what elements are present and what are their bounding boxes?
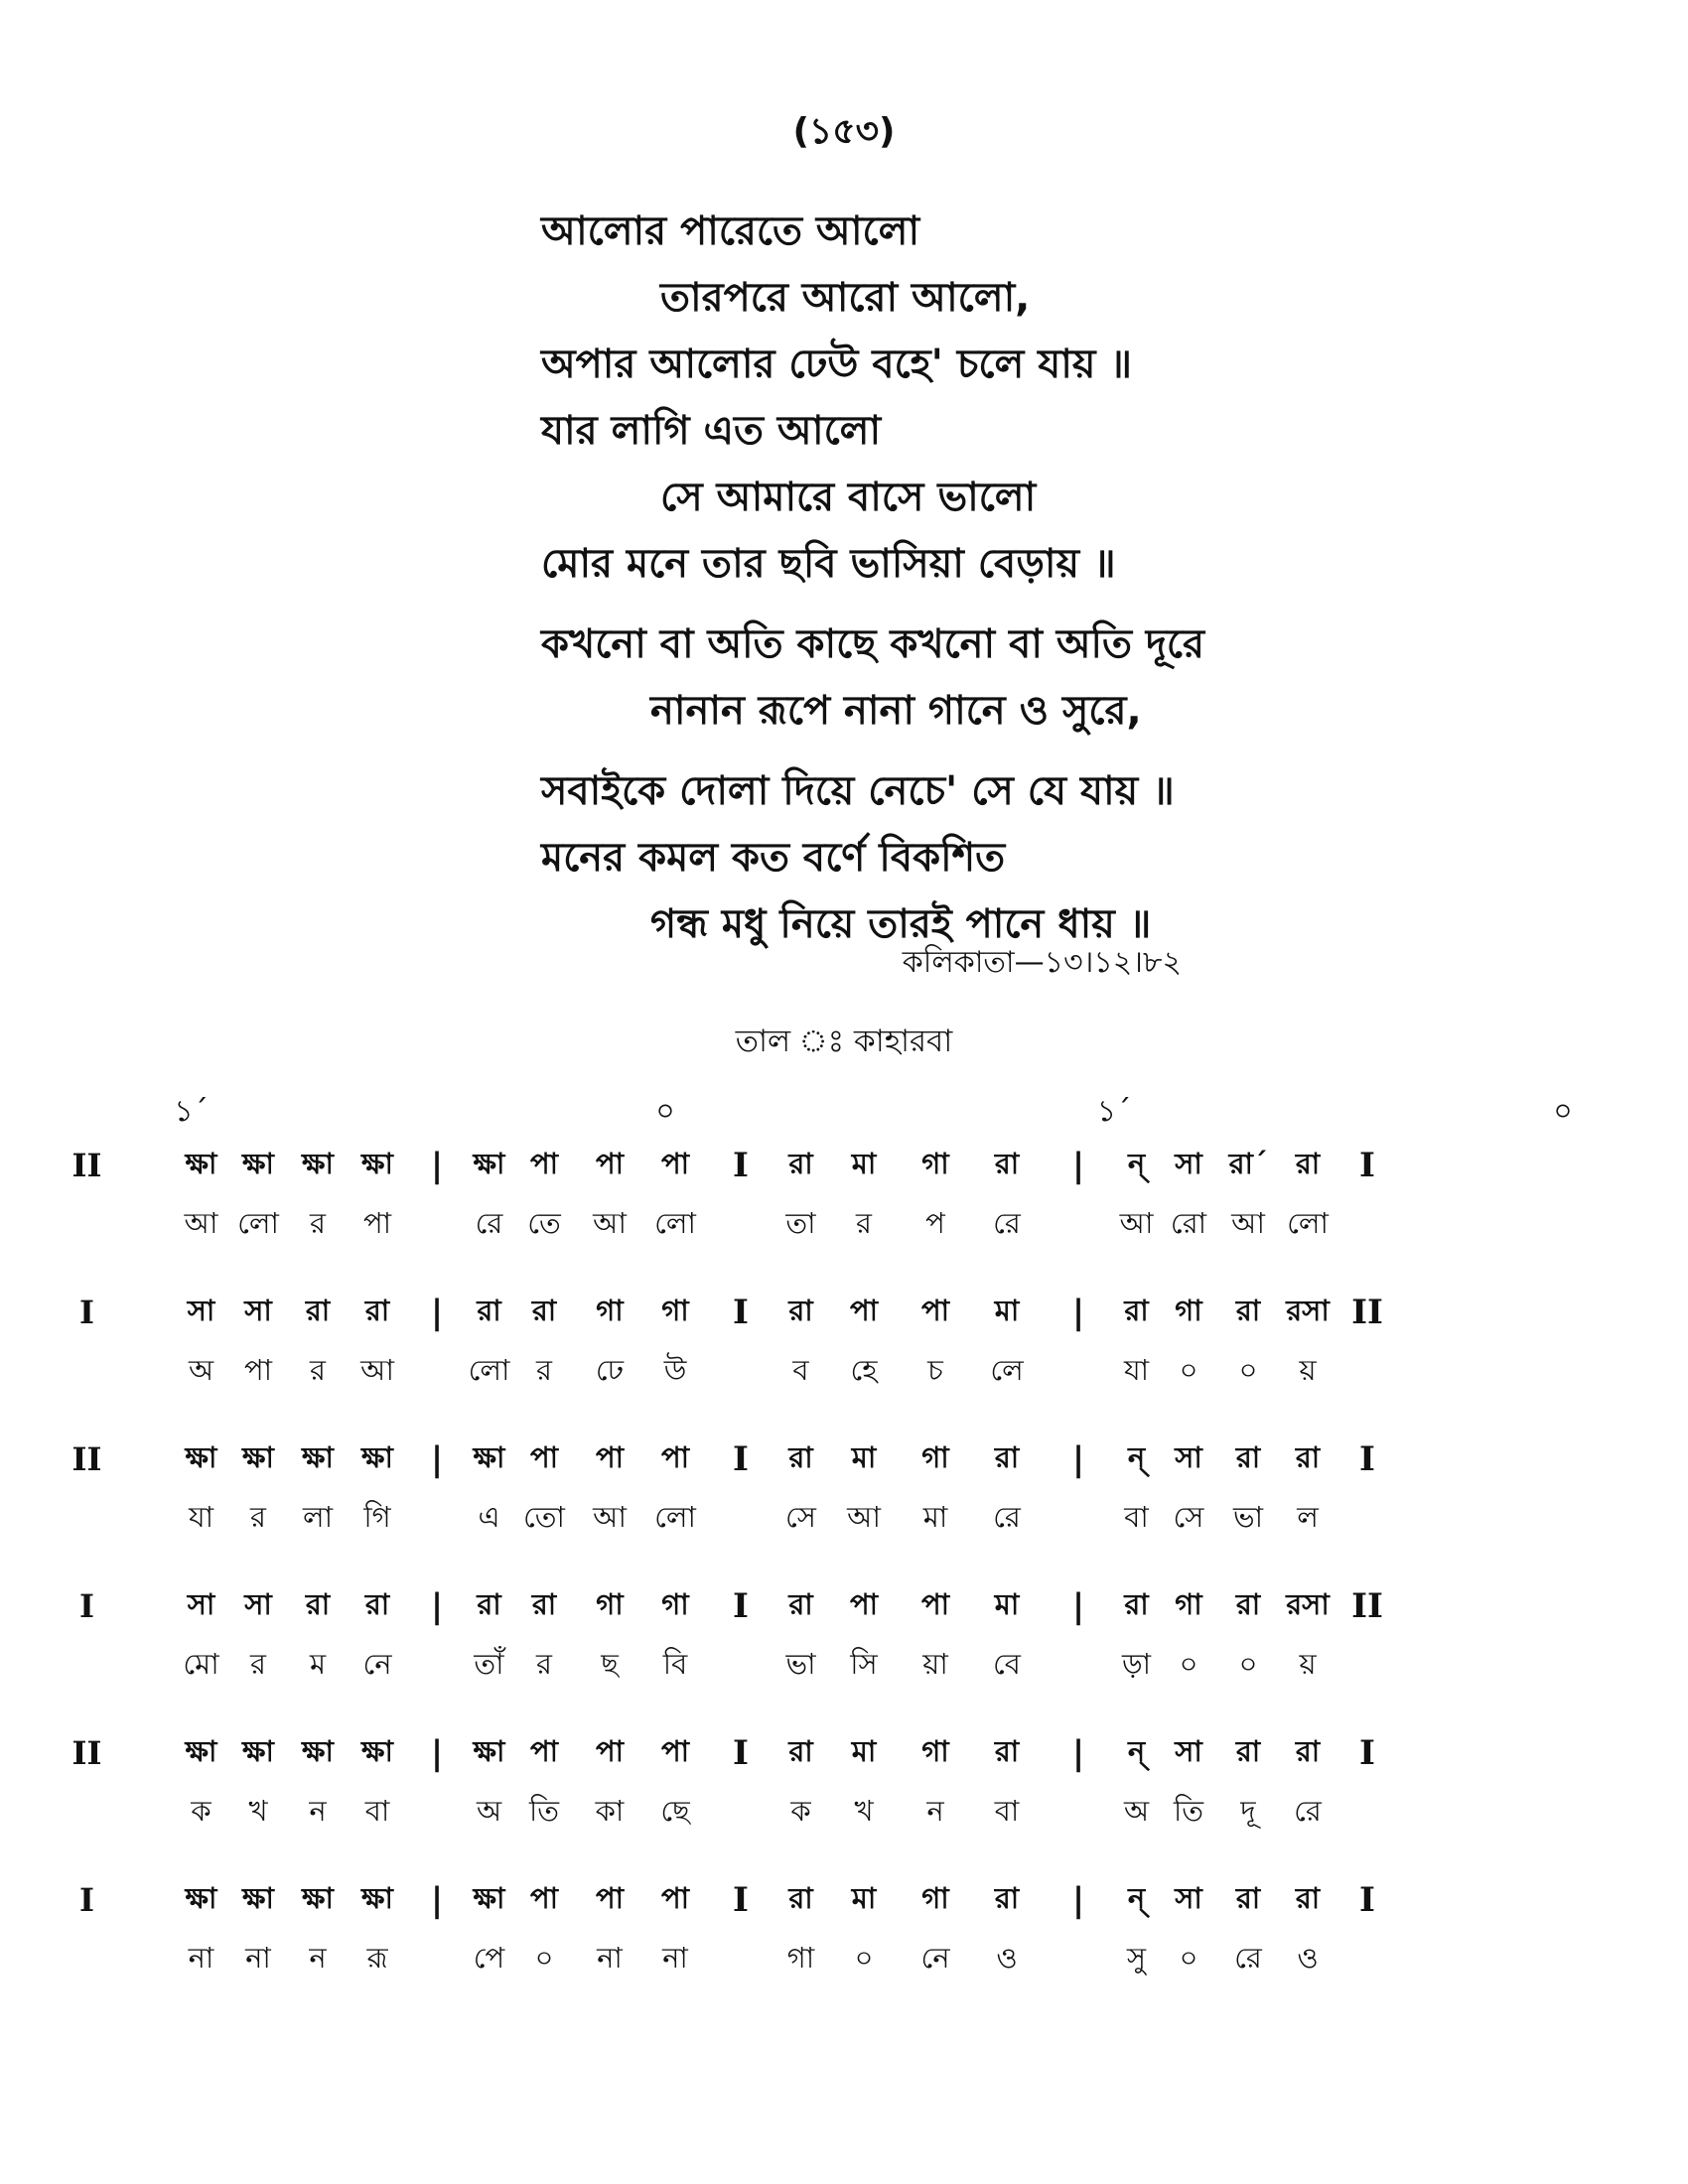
lyric-syllable: র [250,1499,266,1534]
lyric-syllable: ড়া [1121,1646,1152,1681]
swara-note: গা [661,1586,689,1621]
swara-note: ক্ষা [361,1439,393,1474]
lyric-syllable: লো [654,1205,696,1240]
lyric-syllable: দূ [1240,1793,1256,1828]
swara-note: রা [477,1293,501,1327]
lyric-syllable: পে [473,1940,505,1975]
lyric-syllable: রে [1234,1940,1262,1975]
lyric-syllable: ন [309,1940,327,1975]
lyric-syllable: লো [468,1352,510,1387]
swara-note: গা [921,1733,949,1768]
lyric-syllable: ০ [1238,1352,1258,1387]
lyric-syllable: অ [188,1352,214,1387]
bar-line: | [1071,1733,1085,1773]
lyric-line: আলোর পারেতে আলো [541,208,920,254]
swara-note: সা [244,1586,272,1621]
swara-note: রা [788,1586,813,1621]
beat-mark: ০ [1553,1094,1573,1129]
swara-note: পা [529,1880,559,1915]
lyric-syllable: র [856,1205,872,1240]
lyric-syllable: না [188,1940,214,1975]
syllable-row [0,1488,1688,1550]
lyric-syllable: ও [996,1940,1018,1975]
swara-note: ক্ষা [185,1880,217,1915]
lyric-syllable: ন [309,1793,327,1828]
page-number: (১৫৩) [792,111,896,152]
swara-note: পা [595,1880,625,1915]
lyric-syllable: না [662,1940,688,1975]
swara-note: রা [788,1880,813,1915]
syllable-row [0,1341,1688,1403]
lyric-line: যার লাগি এত আলো [541,408,882,454]
swara-note: রা [1295,1880,1321,1915]
lyric-syllable: তা [785,1205,816,1240]
swara-note: সা [1175,1733,1202,1768]
lyric-syllable: মো [183,1646,219,1681]
swara-note: ক্ষা [185,1146,217,1180]
lyric-syllable: এ [478,1499,500,1534]
lyric-syllable: ক [790,1793,811,1828]
beat-marks-row [0,1087,1688,1137]
lyric-syllable: যা [188,1499,214,1534]
lyric-syllable: ও [1297,1940,1319,1975]
lyric-syllable: রে [993,1499,1021,1534]
swara-note: রা [305,1293,331,1327]
notation-cycle [0,1577,1688,1697]
swara-note: পা [595,1146,625,1180]
bar-line: I [1359,1146,1375,1185]
lyric-line: অপার আলোর ঢেউ বহে' চলে যায় ॥ [541,341,1132,387]
swara-note: রা [477,1586,501,1621]
swara-note: রা [994,1880,1020,1915]
syllable-row [0,1194,1688,1256]
bar-line: I [733,1146,749,1185]
swara-note: রা [1235,1880,1261,1915]
swara-note: ক্ষা [302,1733,334,1768]
place-date: কলিকাতা—১৩।১২।৮২ [902,945,1182,980]
lyric-line: তারপরে আরো আলো, [660,275,1031,321]
lyric-syllable: র [536,1646,552,1681]
swara-note: ক্ষা [473,1439,505,1474]
bar-line: II [1351,1293,1383,1332]
swara-note: গা [661,1293,689,1327]
lyric-syllable: ব [792,1352,809,1387]
swara-note: গা [921,1146,949,1180]
lyric-syllable: লো [1287,1205,1329,1240]
lyric-syllable: ভা [1232,1499,1264,1534]
lyric-line: সে আমারে বাসে ভালো [660,475,1037,520]
swara-note: সা [1175,1439,1202,1474]
swara-note: পা [595,1439,625,1474]
swara-note: ক্ষা [361,1146,393,1180]
swara-note: ক্ষা [242,1733,274,1768]
swara-note: ক্ষা [302,1146,334,1180]
lyric-syllable: তাঁ [474,1646,504,1681]
lyric-syllable: বা [364,1793,390,1828]
swara-note: মা [851,1733,877,1768]
swara-note: সা [244,1293,272,1327]
swara-note: পা [849,1293,879,1327]
swara-note: গা [921,1880,949,1915]
lyric-syllable: র [310,1352,326,1387]
lyric-syllable: রূ [366,1940,388,1975]
swara-note: রা [1235,1586,1261,1621]
lyric-syllable: ০ [1179,1352,1198,1387]
lyric-syllable: খ [854,1793,874,1828]
swara-note: ক্ষা [361,1733,393,1768]
lyric-syllable: না [597,1940,623,1975]
bar-line: | [1071,1880,1085,1920]
swara-note: সা [187,1293,215,1327]
swara-note: রা [1235,1733,1261,1768]
swara-note: পা [529,1146,559,1180]
swara-note: পা [660,1439,690,1474]
lyric-syllable: ০ [534,1940,554,1975]
bar-line: | [1071,1146,1085,1185]
swara-note: ক্ষা [302,1880,334,1915]
lyric-syllable: পা [243,1352,273,1387]
lyric-syllable: ভা [785,1646,816,1681]
bar-line: I [733,1586,749,1626]
lyric-syllable: তি [1173,1793,1204,1828]
bar-line: II [71,1734,102,1772]
notation-table [0,1087,1688,2018]
swara-note: পা [660,1733,690,1768]
swara-note: রা [994,1733,1020,1768]
lyric-syllable: সি [850,1646,878,1681]
swara-note: সা [1175,1880,1202,1915]
swara-note: রসা [1286,1293,1330,1327]
swara-note: মা [994,1293,1020,1327]
swara-note: ন্ [1127,1146,1146,1180]
swara-note: রা [788,1733,813,1768]
lyric-syllable: খ [248,1793,268,1828]
lyric-line: গন্ধ মধু নিয়ে তারই পানে ধায় ॥ [650,901,1152,947]
bar-line: I [1359,1439,1375,1479]
lyric-syllable: বা [994,1793,1020,1828]
lyric-syllable: তি [528,1793,560,1828]
swara-note: রা [994,1439,1020,1474]
lyric-syllable: আ [847,1499,881,1534]
lyric-syllable: অ [476,1793,502,1828]
lyric-syllable: লে [990,1352,1024,1387]
lyric-syllable: ০ [1179,1940,1198,1975]
swara-note: ক্ষা [242,1880,274,1915]
swara-row [0,1577,1688,1635]
lyric-syllable: আ [184,1205,218,1240]
lyric-line: মোর মনে তার ছবি ভাসিয়া বেড়ায় ॥ [541,541,1116,587]
swara-note: রা´ [1228,1146,1268,1180]
lyric-syllable: য় [1299,1352,1317,1387]
lyric-syllable: সে [1173,1499,1204,1534]
swara-note: মা [994,1586,1020,1621]
swara-note: রা [364,1586,390,1621]
syllable-row [0,1635,1688,1697]
swara-note: ক্ষা [302,1439,334,1474]
lyric-syllable: র [536,1352,552,1387]
swara-note: সা [1175,1146,1202,1180]
swara-note: রা [788,1146,813,1180]
swara-note: রা [531,1293,557,1327]
lyric-syllable: ল [1297,1499,1319,1534]
swara-row [0,1724,1688,1782]
swara-note: ক্ষা [473,1880,505,1915]
lyric-syllable: তো [523,1499,565,1534]
notation-cycle [0,1871,1688,1990]
lyric-syllable: না [245,1940,271,1975]
swara-note: রা [1124,1293,1149,1327]
swara-note: রা [364,1293,390,1327]
lyric-line: সবাইকে দোলা দিয়ে নেচে' সে যে যায় ॥ [541,768,1175,814]
lyric-syllable: প [925,1205,945,1240]
lyric-syllable: রে [993,1205,1021,1240]
swara-note: গা [1175,1586,1202,1621]
swara-row [0,1137,1688,1194]
swara-note: রসা [1286,1586,1330,1621]
beat-mark: ০ [655,1094,675,1129]
lyric-syllable: আ [593,1205,627,1240]
swara-note: ন্ [1127,1439,1146,1474]
bar-line: I [1359,1880,1375,1920]
swara-note: রা [1295,1733,1321,1768]
lyric-syllable: লো [654,1499,696,1534]
lyric-syllable: রে [475,1205,503,1240]
swara-note: গা [596,1293,624,1327]
swara-note: ক্ষা [185,1439,217,1474]
swara-note: পা [529,1439,559,1474]
lyric-syllable: গা [786,1940,815,1975]
lyric-syllable: ০ [854,1940,874,1975]
notation-cycle [0,1724,1688,1843]
lyric-syllable: আ [1119,1205,1154,1240]
syllable-row [0,1782,1688,1843]
lyric-syllable: র [310,1205,326,1240]
lyric-syllable: সে [785,1499,816,1534]
lyric-syllable: রো [1170,1205,1207,1240]
lyric-syllable: ক [191,1793,211,1828]
lyric-syllable: মা [922,1499,948,1534]
swara-note: পা [595,1733,625,1768]
bar-line: | [1071,1293,1085,1332]
lyric-syllable: লো [237,1205,279,1240]
lyric-syllable: বে [993,1646,1021,1681]
lyric-syllable: লা [302,1499,334,1534]
swara-note: রা [531,1586,557,1621]
swara-note: রা [788,1439,813,1474]
bar-line: | [1071,1439,1085,1479]
beat-mark: ১´ [174,1094,209,1129]
swara-note: পা [920,1293,950,1327]
lyric-syllable: উ [663,1352,687,1387]
lyric-syllable: র [250,1646,266,1681]
swara-note: ন্ [1127,1733,1146,1768]
syllable-row [0,1929,1688,1990]
lyric-syllable: গি [363,1499,391,1534]
lyric-syllable: অ [1123,1793,1150,1828]
song-lyrics [541,199,1534,958]
bar-line: | [430,1880,444,1920]
bar-line: I [733,1733,749,1773]
lyric-syllable: য়া [922,1646,948,1681]
swara-note: রা [1295,1439,1321,1474]
lyric-syllable: আ [1231,1205,1265,1240]
swara-row [0,1431,1688,1488]
bar-line: I [79,1881,94,1919]
lyric-syllable: ম [309,1646,327,1681]
swara-note: গা [596,1586,624,1621]
swara-note: রা [788,1293,813,1327]
lyric-syllable: সু [1126,1940,1147,1975]
lyric-syllable: হে [850,1352,878,1387]
bar-line: I [733,1880,749,1920]
swara-note: পা [660,1146,690,1180]
swara-note: রা [1124,1586,1149,1621]
bar-line: | [430,1586,444,1626]
swara-note: ক্ষা [473,1146,505,1180]
swara-row [0,1284,1688,1341]
lyric-line: মনের কমল কত বর্ণে বিকশিত [541,835,1006,881]
lyric-syllable: ০ [1238,1646,1258,1681]
lyric-syllable: বা [1124,1499,1149,1534]
lyric-syllable: তে [527,1205,561,1240]
notation-cycle [0,1431,1688,1550]
lyric-syllable: ঢে [595,1352,625,1387]
bar-line: II [71,1440,102,1478]
swara-note: পা [849,1586,879,1621]
swara-note: ক্ষা [361,1880,393,1915]
lyric-syllable: ০ [1179,1646,1198,1681]
lyric-syllable: ন [926,1793,944,1828]
lyric-syllable: ছে [660,1793,690,1828]
swara-note: ক্ষা [242,1439,274,1474]
notation-cycle [0,1284,1688,1403]
swara-note: মা [851,1880,877,1915]
swara-note: রা [1235,1293,1261,1327]
lyric-syllable: বি [662,1646,688,1681]
bar-line: I [1359,1733,1375,1773]
bar-line: I [733,1439,749,1479]
bar-line: | [1071,1586,1085,1626]
bar-line: I [79,1587,94,1625]
lyric-syllable: পা [362,1205,392,1240]
lyric-syllable: চ [927,1352,943,1387]
bar-line: II [1351,1586,1383,1626]
swara-note: ন্ [1127,1880,1146,1915]
swara-note: গা [1175,1293,1202,1327]
swara-note: পা [660,1880,690,1915]
swara-note: পা [529,1733,559,1768]
swara-row [0,1871,1688,1929]
beat-mark: ১´ [1096,1094,1132,1129]
bar-line: | [430,1439,444,1479]
lyric-syllable: যা [1123,1352,1150,1387]
lyric-syllable: য় [1299,1646,1317,1681]
swara-note: রা [1235,1439,1261,1474]
lyric-syllable: কা [595,1793,625,1828]
swara-note: গা [921,1439,949,1474]
bar-line: | [430,1733,444,1773]
lyric-syllable: নে [362,1646,392,1681]
swara-note: মা [851,1146,877,1180]
lyric-syllable: আ [360,1352,394,1387]
lyric-syllable: আ [593,1499,627,1534]
lyric-syllable: নে [920,1940,950,1975]
swara-note: রা [994,1146,1020,1180]
notation-cycle [0,1137,1688,1256]
bar-line: I [733,1293,749,1332]
swara-note: মা [851,1439,877,1474]
lyric-syllable: ছ [601,1646,619,1681]
swara-note: ক্ষা [185,1733,217,1768]
swara-note: সা [187,1586,215,1621]
swara-note: ক্ষা [473,1733,505,1768]
lyric-line: নানান রূপে নানা গানে ও সুরে, [650,688,1142,734]
swara-note: ক্ষা [242,1146,274,1180]
lyric-line: কখনো বা অতি কাছে কখনো বা অতি দূরে [541,621,1204,667]
taal-label: তাল ঃ কাহারবা [735,1024,953,1059]
swara-note: পা [920,1586,950,1621]
lyric-syllable: রে [1294,1793,1322,1828]
swara-note: রা [1295,1146,1321,1180]
bar-line: | [430,1146,444,1185]
bar-line: II [71,1147,102,1184]
swara-note: রা [305,1586,331,1621]
bar-line: | [430,1293,444,1332]
bar-line: I [79,1294,94,1331]
